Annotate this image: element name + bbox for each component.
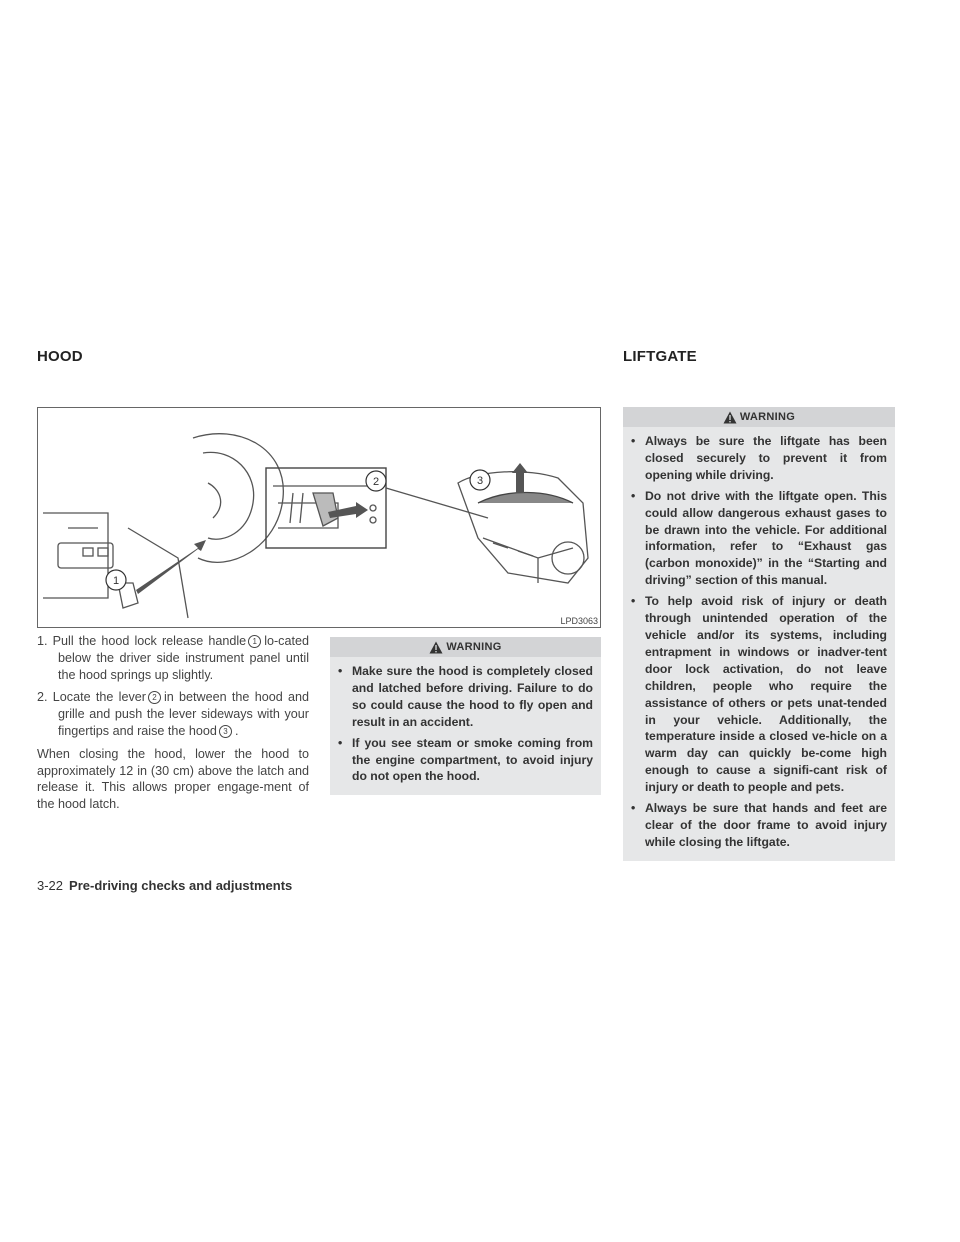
step-text: . xyxy=(234,723,239,738)
hood-warning-box xyxy=(330,637,601,795)
figure-code: LPD3063 xyxy=(560,616,598,626)
hood-instructions xyxy=(37,633,309,813)
hood-step-1 xyxy=(37,633,309,683)
step-text: Locate the lever xyxy=(52,690,146,705)
warning-heading: WARNING xyxy=(446,640,502,653)
bullet: • xyxy=(631,488,636,503)
hood-release-illustration xyxy=(37,407,601,628)
warning-item: • If you see steam or smoke coming from the engine compartment, to avoid injury do not open the hood. xyxy=(338,735,593,784)
callout-1-icon: 1 xyxy=(248,635,261,648)
bullet: • xyxy=(631,434,636,448)
bullet: • xyxy=(631,594,636,609)
warning-heading: WARNING xyxy=(739,410,796,423)
page-number: 3-22 xyxy=(37,878,64,893)
step-number: 1. xyxy=(37,634,48,648)
warning-item: • Make sure the hood is completely closed and latched before driving. Failure to do so could cause the hood to fly open and result in an accident. xyxy=(338,664,593,729)
hood-closing-paragraph: When closing the hood, lower the hood to approximately 12 in (30 cm) above the latch and release it. This allows proper engage-ment of the hood latch. xyxy=(37,746,309,812)
liftgate-section-title: LIFTGATE xyxy=(623,348,697,365)
hood-step-2 xyxy=(37,689,309,739)
footer-section-name: Pre-driving checks and adjustments xyxy=(69,878,293,893)
warning-triangle-icon xyxy=(429,641,443,654)
warning-item: • Always be sure that hands and feet are clear of the door frame to avoid injury while closing the liftgate. xyxy=(631,801,887,849)
step-number: 2. xyxy=(37,690,48,705)
warning-triangle-icon xyxy=(723,411,737,424)
warning-item: • To help avoid risk of injury or death through unintended operation of the vehicle and/or its systems, including entrapment in windows or inadver-tent door lock activation, do not leave children, people who require the assistance of others or pets unat-tended in your vehicle. Additionally, the temperature inside a closed ve-hicle on a warm day can quickly be-come high enough to cause a signifi-cant risk of injury or death to people and pets. xyxy=(631,594,887,795)
step-text: lo-cated below the driver side instrument panel until the hood springs up slightly. xyxy=(58,634,309,682)
warning-header xyxy=(623,407,895,427)
warning-item: • Always be sure the liftgate has been closed securely to prevent it from opening while driving. xyxy=(631,434,887,482)
warning-item: • Do not drive with the liftgate open. This could allow dangerous exhaust gases to be drawn into the vehicle. For additional information, refer to “Exhaust gas (carbon monoxide)” in the “Starting and driving” section of this manual. xyxy=(631,488,887,588)
warning-header xyxy=(330,637,601,657)
bullet: • xyxy=(338,735,343,750)
liftgate-warning-box xyxy=(623,407,895,861)
figure-label-2: 2 xyxy=(372,476,380,488)
step-text: in between the hood and grille and push the lever sideways with your fingertips and raise the hood xyxy=(58,690,310,738)
callout-2-icon: 2 xyxy=(148,691,161,704)
page-footer xyxy=(37,878,292,893)
step-text: Pull the hood lock release handle xyxy=(52,634,247,648)
hood-section-title: HOOD xyxy=(37,348,83,365)
figure-label-1: 1 xyxy=(112,575,120,587)
callout-3-icon: 3 xyxy=(219,725,232,738)
figure-label-3: 3 xyxy=(476,475,484,487)
bullet: • xyxy=(631,801,636,816)
hood-illustration-drawing xyxy=(38,408,600,627)
bullet: • xyxy=(338,664,343,678)
